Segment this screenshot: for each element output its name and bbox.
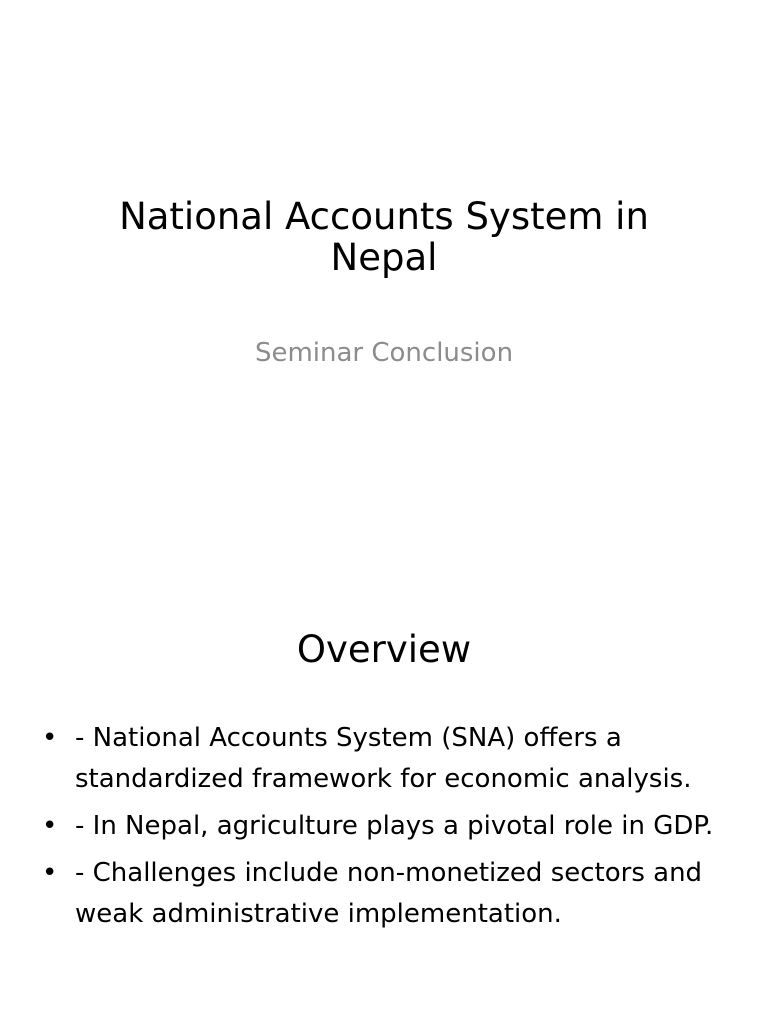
bullet-icon: • [42,811,58,841]
bullet-icon: • [42,858,58,888]
slide-title: National Accounts System in Nepal [119,195,649,279]
bullet-item [42,853,732,935]
overview-slide [0,576,768,1024]
bullet-icon: • [42,723,58,753]
bullet-text: - National Accounts System (SNA) offers a standardized framework for economic analysis. [75,723,692,794]
bullet-text: - Challenges include non-monetized sectors and weak administrative implementation. [75,858,703,929]
slide-subtitle: Seminar Conclusion [254,338,514,368]
bullet-item [42,718,732,800]
bullet-list [42,718,732,941]
bullet-item [42,806,732,847]
overview-heading: Overview [296,628,472,671]
bullet-text: - In Nepal, agriculture plays a pivotal role in GDP. [75,811,714,841]
